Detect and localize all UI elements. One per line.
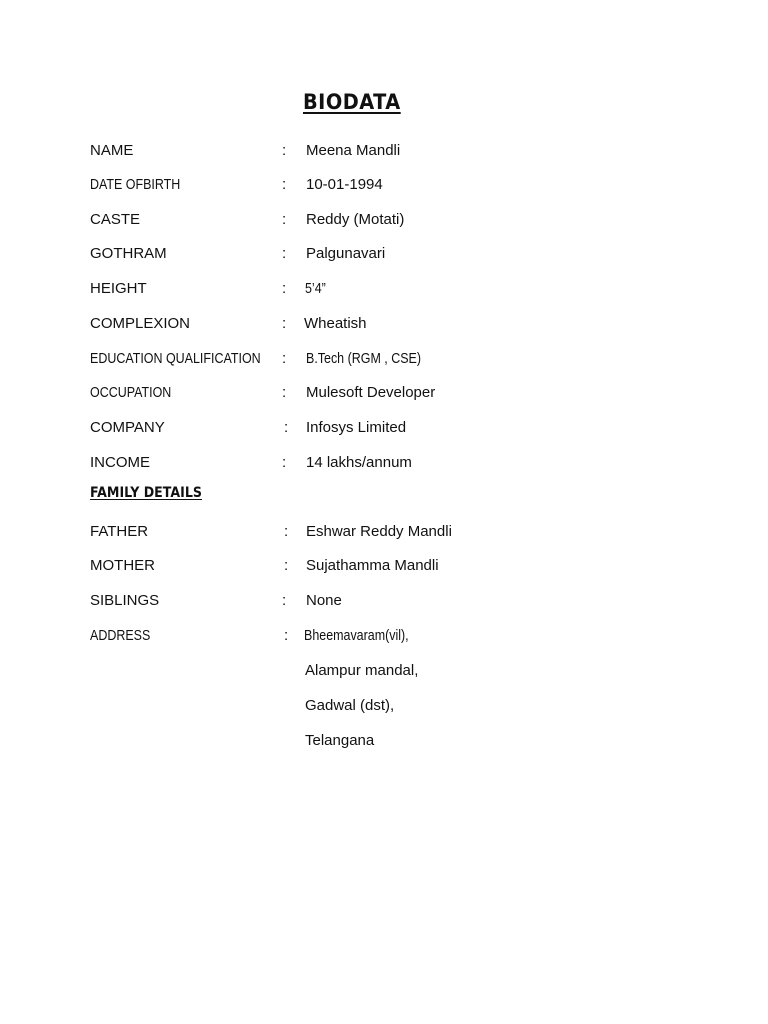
- field-separator: :: [284, 557, 289, 574]
- address-line-4: Telangana: [305, 732, 375, 749]
- field-row-mother: [0, 554, 768, 578]
- field-row-date-of-birth: [0, 173, 768, 197]
- field-row-education: [0, 347, 768, 371]
- field-value: Bheemavaram(vil),: [304, 628, 409, 644]
- field-row-occupation: [0, 381, 768, 405]
- document-title: BIODATA: [303, 90, 401, 114]
- field-value: 10-01-1994: [306, 176, 383, 193]
- field-separator: :: [282, 142, 287, 159]
- address-line-3: Gadwal (dst),: [305, 697, 395, 714]
- field-value: None: [306, 592, 342, 609]
- field-row-father: [0, 520, 768, 544]
- field-label: COMPANY: [90, 419, 165, 436]
- field-row-gothram: [0, 242, 768, 266]
- field-separator: :: [284, 419, 289, 436]
- field-separator: :: [282, 211, 287, 228]
- field-separator: :: [282, 350, 287, 367]
- field-value: Palgunavari: [306, 245, 386, 262]
- field-label: SIBLINGS: [90, 592, 160, 609]
- field-label: FATHER: [90, 523, 149, 540]
- field-row-caste: [0, 208, 768, 232]
- field-value: Mulesoft Developer: [306, 384, 436, 401]
- field-row-income: [0, 451, 768, 475]
- field-value: Wheatish: [304, 315, 367, 332]
- field-label: EDUCATION QUALIFICATION: [90, 351, 261, 367]
- field-label: COMPLEXION: [90, 315, 191, 332]
- field-row-name: [0, 139, 768, 163]
- field-row-height: [0, 277, 768, 301]
- field-separator: :: [282, 245, 287, 262]
- field-value: Sujathamma Mandli: [306, 557, 439, 574]
- field-value: B.Tech (RGM , CSE): [306, 351, 422, 367]
- field-label: NAME: [90, 142, 134, 159]
- field-label: OCCUPATION: [90, 385, 172, 401]
- address-line-2: Alampur mandal,: [305, 662, 419, 679]
- field-label: MOTHER: [90, 557, 155, 574]
- field-label: ADDRESS: [90, 628, 151, 644]
- field-separator: :: [284, 523, 289, 540]
- field-label: HEIGHT: [90, 280, 147, 297]
- field-label: GOTHRAM: [90, 245, 167, 262]
- field-row-company: [0, 416, 768, 440]
- field-value: Reddy (Motati): [306, 211, 405, 228]
- field-label: CASTE: [90, 211, 141, 228]
- field-value: 14 lakhs/annum: [306, 454, 412, 471]
- field-separator: :: [284, 627, 289, 644]
- field-value: Infosys Limited: [306, 419, 407, 436]
- field-separator: :: [282, 280, 287, 297]
- field-label: DATE OFBIRTH: [90, 177, 181, 193]
- field-separator: :: [282, 592, 287, 609]
- field-separator: :: [282, 454, 287, 471]
- field-separator: :: [282, 176, 287, 193]
- field-row-complexion: [0, 312, 768, 336]
- field-value: Meena Mandli: [306, 142, 401, 159]
- family-details-heading: FAMILY DETAILS: [90, 485, 202, 501]
- field-value: Eshwar Reddy Mandli: [306, 523, 452, 540]
- field-label: INCOME: [90, 454, 150, 471]
- field-separator: :: [282, 315, 287, 332]
- field-row-siblings: [0, 589, 768, 613]
- field-value: 5’4”: [305, 281, 326, 297]
- field-separator: :: [282, 384, 287, 401]
- field-row-address: [0, 624, 768, 648]
